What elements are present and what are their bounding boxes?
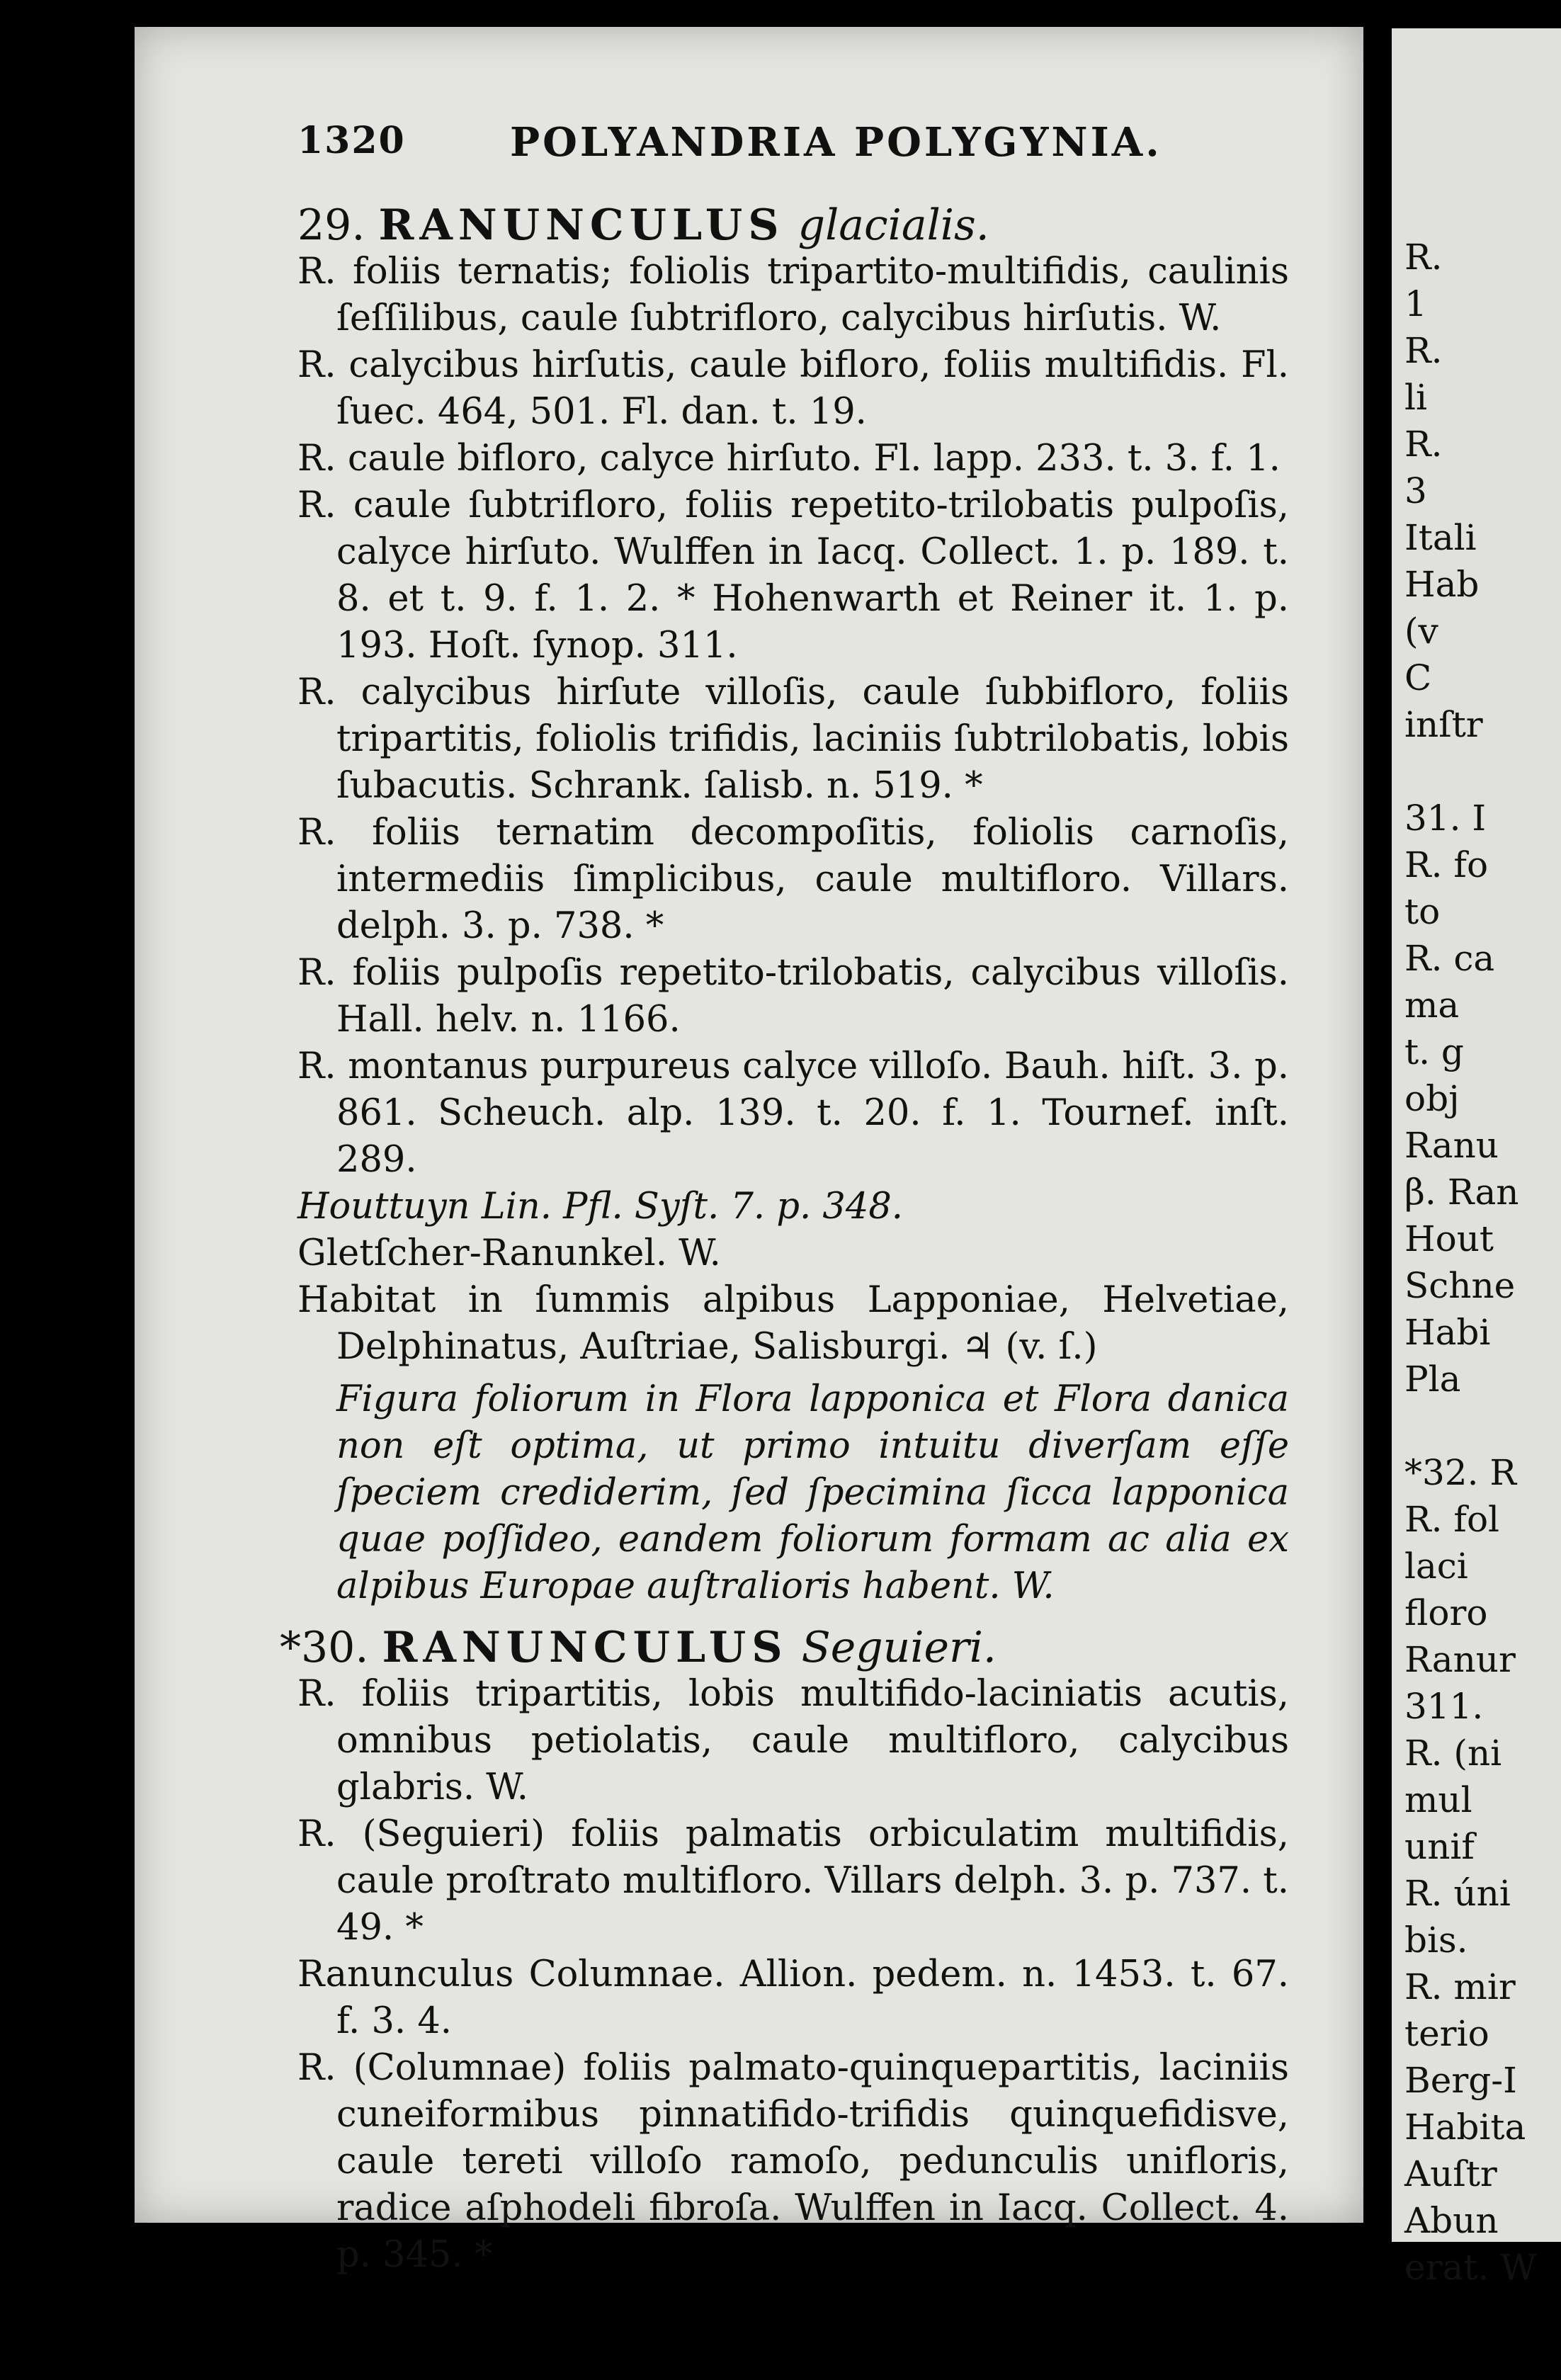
synonym-entry: R. foliis tripartitis, lobis multifido-laciniatis acutis, omnibus petiolatis, caule multifloro, calycibus glabris. W. [297, 1673, 1289, 1808]
section-gap [297, 1610, 1289, 1624]
synonym-entry: R. (Seguieri) foliis palmatis orbiculatim multifidis, caule proſtrato multifloro. Villars delph. 3. p. 737. t. 49. * [297, 1813, 1289, 1949]
adjacent-line: R. ca [1404, 938, 1495, 979]
adjacent-line: obj [1404, 1078, 1460, 1119]
species-number: 29. [297, 200, 365, 250]
adjacent-page-fragment [1392, 28, 1561, 2288]
adjacent-line: Abun [1404, 2200, 1499, 2241]
synonym-entry: R. foliis ternatis; foliolis tripartito-multifidis, caulinis ſeſſilibus, caule ſubtrifloro, calycibus hirſutis. W. [297, 251, 1289, 339]
synonym-entry: R. foliis pulpoſis repetito-trilobatis, calycibus villoſis. Hall. helv. n. 1166. [297, 952, 1289, 1041]
adjacent-line: 3 [1404, 470, 1427, 511]
adjacent-line: Auſtr [1404, 2153, 1497, 2194]
adjacent-line: unif [1404, 1826, 1475, 1867]
adjacent-line: Ranur [1404, 1639, 1516, 1680]
synonym-entry: R. calycibus hirſutis, caule bifloro, foliis multifidis. Fl. ſuec. 464, 501. Fl. dan. t. 19. [297, 344, 1289, 433]
synonym-entry: R. foliis ternatim decompoſitis, foliolis carnoſis, intermediis ſimplicibus, caule multifloro. Villars. delph. 3. p. 738. * [297, 812, 1289, 947]
adjacent-line [1404, 1402, 1561, 1449]
species-30-title [280, 1624, 1289, 1671]
adjacent-line: R. mir [1404, 1966, 1516, 2007]
adjacent-line: R. [1404, 424, 1443, 465]
adjacent-line: R. [1404, 237, 1443, 278]
synonym-entry: R. caule bifloro, calyce hirſuto. Fl. lapp. 233. t. 3. f. 1. [297, 438, 1281, 480]
adjacent-line: t. g [1404, 1031, 1464, 1072]
adjacent-line: terio [1404, 2013, 1489, 2054]
observation-note: Figura foliorum in Flora lapponica et Flora danica non eſt optima, ut primo intuitu diverſam eſſe ſpeciem crediderim, ſed ſpecimina ſicca lapponica quae poſſideo, eandem foliorum formam ac alia ex alpibus Europae auſtralioris habent. W. [336, 1378, 1289, 1607]
habitat: Habitat in ſummis alpibus Lapponiae, Helvetiae, Delphinatus, Auſtriae, Salisburgi. ♃ (v. ſ.) [297, 1279, 1289, 1368]
adjacent-line: inſtr [1404, 704, 1483, 745]
adjacent-line: 311. [1404, 1686, 1484, 1727]
species-epithet: Seguieri. [801, 1623, 997, 1672]
adjacent-line: Hout [1404, 1218, 1494, 1259]
adjacent-line [1404, 748, 1561, 795]
adjacent-line: Ranu [1404, 1125, 1499, 1166]
page-body [280, 200, 1289, 2279]
genus-name: RANUNCULUS [378, 200, 785, 250]
genus-name: RANUNCULUS [382, 1623, 788, 1672]
adjacent-line: R. (ni [1404, 1733, 1502, 1774]
adjacent-line: R. [1404, 330, 1443, 371]
synonym-entry: R. montanus purpureus calyce villoſo. Bauh. hiſt. 3. p. 861. Scheuch. alp. 139. t. 20. f. 1. Tournef. inſt. 289. [297, 1046, 1289, 1181]
common-name: Gletſcher-Ranunkel. W. [297, 1232, 721, 1274]
adjacent-line: erat. W [1404, 2247, 1537, 2288]
synonym-entry: R. (Columnae) foliis palmato-quinquepartitis, laciniis cuneiformibus pinnatifido-trifidis quinquefidisve, caule tereti villoſo ramoſo, pedunculis unifloris, radice aſphodeli fibroſa. Wulffen in Iacq. Collect. 4. p. 345. * [297, 2047, 1289, 2276]
synonym-entry: Ranunculus Columnae. Allion. pedem. n. 1453. t. 67. f. 3. 4. [297, 1954, 1289, 2042]
page-number: 1320 [297, 119, 406, 162]
adjacent-line: *32. R [1404, 1452, 1517, 1493]
synonym-entry: R. calycibus hirſute villoſis, caule ſubbifloro, foliis tripartitis, foliolis trifidis, laciniis ſubtrilobatis, lobis ſubacutis. Schrank. ſalisb. n. 519. * [297, 672, 1289, 807]
adjacent-line: R. fol [1404, 1499, 1500, 1540]
adjacent-line: laci [1404, 1546, 1468, 1587]
adjacent-line: Schne [1404, 1265, 1516, 1306]
running-title: POLYANDRIA POLYGYNIA. [510, 119, 1162, 166]
adjacent-line: 1 [1404, 283, 1427, 324]
adjacent-line: Habita [1404, 2107, 1526, 2148]
adjacent-page-lines [1392, 28, 1561, 2291]
adjacent-line: ma [1404, 985, 1460, 1026]
adjacent-line: C [1404, 657, 1432, 698]
adjacent-line: bis. [1404, 1920, 1468, 1961]
adjacent-line: to [1404, 891, 1441, 932]
adjacent-line: floro [1404, 1592, 1488, 1633]
adjacent-line: Habi [1404, 1312, 1491, 1353]
adjacent-line: R. fo [1404, 844, 1489, 885]
adjacent-line: Hab [1404, 564, 1480, 605]
adjacent-line: 31. I [1404, 798, 1487, 839]
adjacent-line: β. Ran [1404, 1172, 1519, 1213]
adjacent-line: (v [1404, 611, 1438, 652]
species-number: *30. [280, 1623, 369, 1672]
adjacent-line: Berg-I [1404, 2060, 1517, 2101]
adjacent-line: Itali [1404, 517, 1477, 558]
species-epithet: glacialis. [797, 200, 989, 250]
synonym-entry: R. caule ſubtrifloro, foliis repetito-trilobatis pulpoſis, calyce hirſuto. Wulffen in Iacq. Collect. 1. p. 189. t. 8. et t. 9. f. 1. 2. * Hohenwarth et Reiner it. 1. p. 193. Hoſt. ſynop. 311. [297, 484, 1289, 667]
houttuyn-reference: Houttuyn Lin. Pfl. Syſt. 7. p. 348. [297, 1186, 903, 1228]
adjacent-line: R. úni [1404, 1873, 1511, 1914]
adjacent-line: li [1404, 377, 1427, 418]
adjacent-line: Pla [1404, 1359, 1461, 1400]
adjacent-line: mul [1404, 1779, 1472, 1820]
page-header [297, 119, 1190, 169]
species-29-title [297, 202, 1289, 249]
